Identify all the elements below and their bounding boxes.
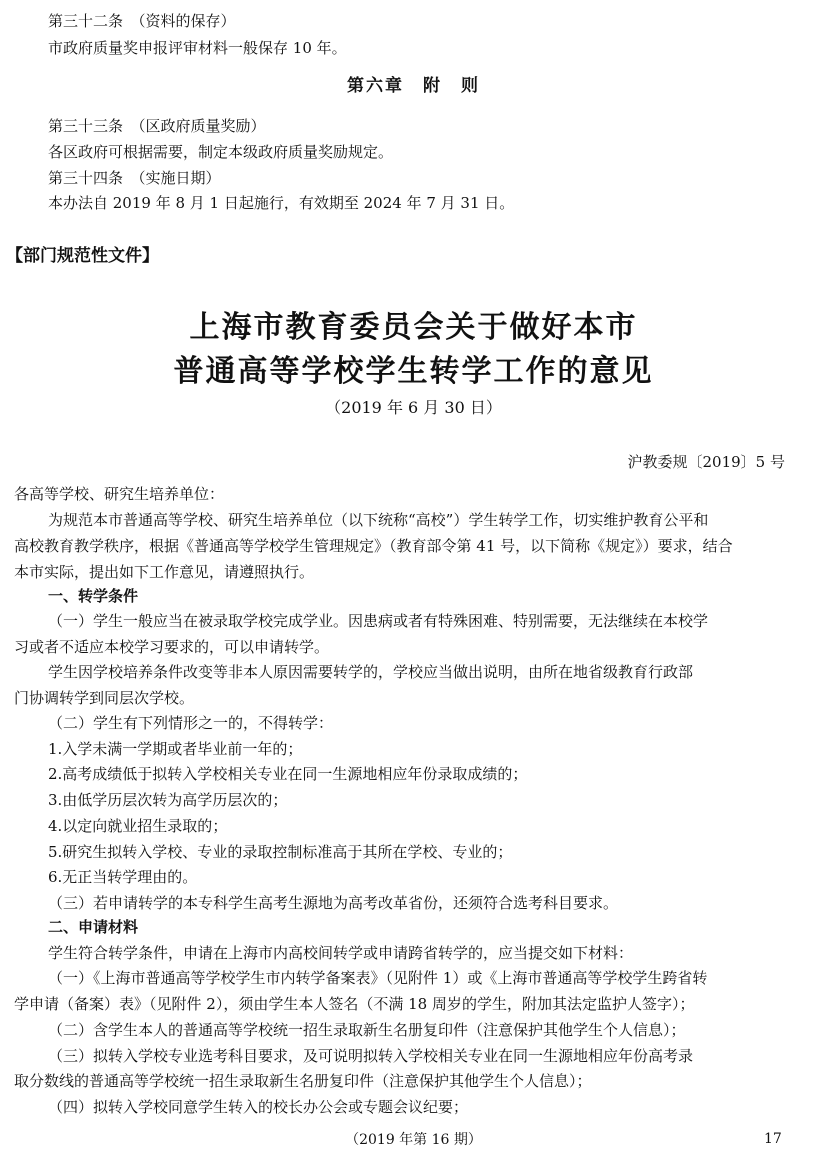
document-title-line-2: 普通高等学校学生转学工作的意见 xyxy=(173,354,654,389)
section-heading-application-materials: 二、申请材料 xyxy=(48,918,139,936)
list-item: 6.无正当转学理由的。 xyxy=(48,868,198,886)
body-line: 习或者不适应本校学习要求的，可以申请转学。 xyxy=(14,638,330,656)
body-line: 本市实际，提出如下工作意见，请遵照执行。 xyxy=(14,563,315,581)
section-tag: 【部门规范性文件】 xyxy=(6,246,159,266)
article-33-text: 各区政府可根据需要，制定本级政府质量奖励规定。 xyxy=(48,143,394,161)
issue-footer: （2019 年第 16 期） xyxy=(345,1132,482,1148)
list-item: 3.由低学历层次转为高学历层次的； xyxy=(48,791,288,809)
body-line: 门协调转学到同层次学校。 xyxy=(14,689,195,707)
body-line: （二）学生有下列情形之一的，不得转学： xyxy=(48,714,334,732)
article-34-heading: 第三十四条 （实施日期） xyxy=(48,169,221,187)
document-date: （2019 年 6 月 30 日） xyxy=(325,398,502,417)
body-line: 学申请（备案）表》（见附件 2），须由学生本人签名（不满 18 周岁的学生，附加其法定监护人签字）； xyxy=(14,995,695,1013)
article-32-text: 市政府质量奖申报评审材料一般保存 10 年。 xyxy=(48,39,347,57)
body-line: 学生因学校培养条件改变等非本人原因需要转学的，学校应当做出说明，由所在地省级教育行政部 xyxy=(48,663,694,681)
article-34-text: 本办法自 2019 年 8 月 1 日起施行，有效期至 2024 年 7 月 31 日。 xyxy=(48,194,515,212)
document-number: 沪教委规〔2019〕5 号 xyxy=(627,453,785,471)
body-line: 取分数线的普通高等学校统一招生录取新生名册复印件（注意保护其他学生个人信息）； xyxy=(14,1072,592,1090)
body-line: （三）若申请转学的本专科学生高考生源地为高考改革省份，还须符合选考科目要求。 xyxy=(48,894,619,912)
body-line: （一）《上海市普通高等学校学生市内转学备案表》（见附件 1）或《上海市普通高等学校学生跨省转 xyxy=(48,969,708,987)
list-item: 2.高考成绩低于拟转入学校相关专业在同一生源地相应年份录取成绩的； xyxy=(48,765,528,783)
list-item: 4.以定向就业招生录取的； xyxy=(48,817,228,835)
article-33-heading: 第三十三条 （区政府质量奖励） xyxy=(48,117,266,135)
body-line: 为规范本市普通高等学校、研究生培养单位（以下统称“高校”）学生转学工作，切实维护教育公平和 xyxy=(48,511,709,529)
page-number: 17 xyxy=(764,1131,782,1147)
section-heading-transfer-conditions: 一、转学条件 xyxy=(48,587,139,605)
body-line: 高校教育教学秩序，根据《普通高等学校学生管理规定》（教育部令第 41 号，以下简称《规定》）要求，结合 xyxy=(14,537,733,555)
body-line: 学生符合转学条件，申请在上海市内高校间转学或申请跨省转学的，应当提交如下材料： xyxy=(48,944,634,962)
article-32-heading: 第三十二条 （资料的保存） xyxy=(48,12,236,30)
list-item: 5.研究生拟转入学校、专业的录取控制标准高于其所在学校、专业的； xyxy=(48,843,513,861)
chapter-heading: 第六章 附 则 xyxy=(347,76,480,96)
document-title-line-1: 上海市教育委员会关于做好本市 xyxy=(189,310,638,345)
body-line: （二）含学生本人的普通高等学校统一招生录取新生名册复印件（注意保护其他学生个人信息）； xyxy=(48,1021,686,1039)
body-line: （四）拟转入学校同意学生转入的校长办公会或专题会议纪要； xyxy=(48,1098,469,1116)
body-line: （一）学生一般应当在被录取学校完成学业。因患病或者有特殊困难、特别需要，无法继续在本校学 xyxy=(48,612,709,630)
list-item: 1.入学未满一学期或者毕业前一年的； xyxy=(48,740,303,758)
addressee: 各高等学校、研究生培养单位： xyxy=(14,485,225,503)
body-line: （三）拟转入学校专业选考科目要求，及可说明拟转入学校相关专业在同一生源地相应年份高考录 xyxy=(48,1047,694,1065)
